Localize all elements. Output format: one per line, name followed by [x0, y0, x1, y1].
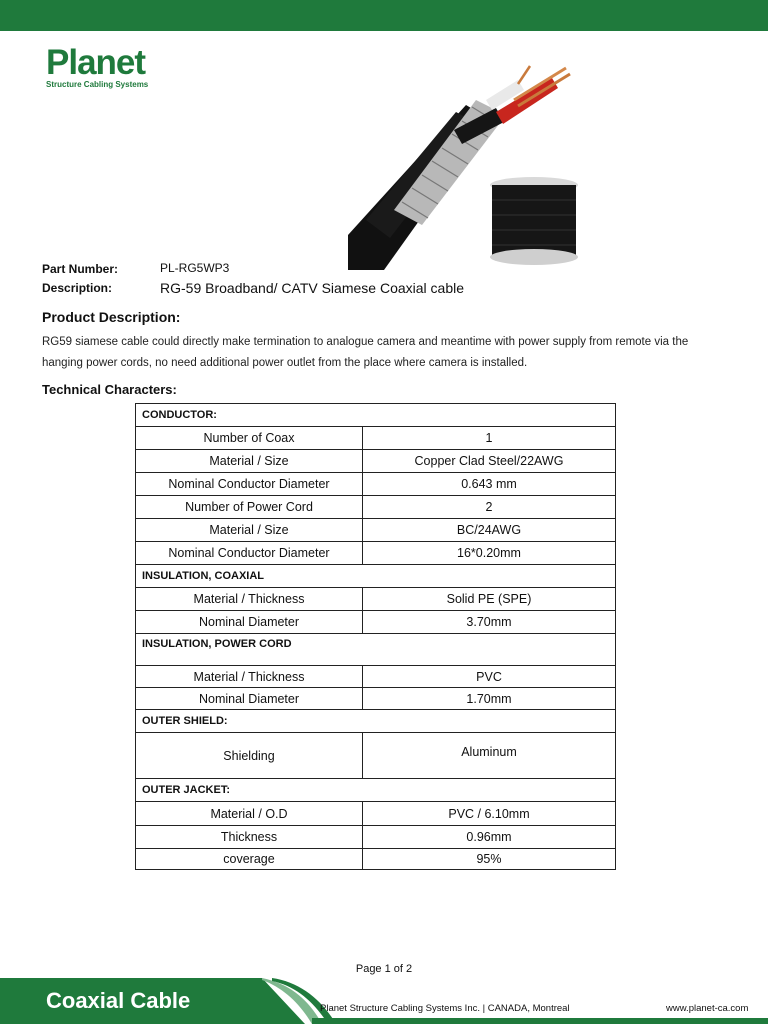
page-number: Page 1 of 2 — [355, 963, 413, 975]
footer-title: Coaxial Cable — [46, 988, 191, 1013]
spec-value: 2 — [363, 496, 616, 519]
spec-value: Solid PE (SPE) — [363, 588, 616, 611]
section-title: CONDUCTOR: — [136, 404, 616, 427]
spec-value: 1.70mm — [363, 688, 616, 710]
footer-url[interactable]: www.planet-ca.com — [666, 1003, 749, 1014]
spec-label: Nominal Diameter — [136, 688, 363, 710]
description-value: RG-59 Broadband/ CATV Siamese Coaxial cable — [160, 280, 465, 296]
section-title: OUTER SHIELD: — [136, 710, 616, 733]
spec-value: 0.96mm — [363, 826, 616, 849]
section-title: INSULATION, POWER CORD — [136, 634, 616, 666]
spec-value: 3.70mm — [363, 611, 616, 634]
part-number-label: Part Number: — [42, 262, 119, 276]
spec-value: 16*0.20mm — [363, 542, 616, 565]
logo-wordmark: Planet — [46, 43, 146, 82]
spec-value: 1 — [363, 427, 616, 450]
spec-label: Thickness — [136, 826, 363, 849]
spec-value: BC/24AWG — [363, 519, 616, 542]
planet-logo — [46, 43, 176, 92]
product-description-text: RG59 siamese cable could directly make termination to analogue camera and meantime with power supply from remote via the hanging power cords, no need additional power outlet from the place where camera is installed. — [42, 336, 689, 369]
cable-product-image — [346, 60, 590, 270]
spec-label: Nominal Conductor Diameter — [136, 542, 363, 565]
spec-label: Number of Coax — [136, 427, 363, 450]
spec-value: Copper Clad Steel/22AWG — [363, 450, 616, 473]
technical-characters-heading: Technical Characters: — [42, 382, 177, 397]
spec-value: PVC — [363, 666, 616, 688]
footer-company: Planet Structure Cabling Systems Inc. | CANADA, Montreal — [320, 1003, 570, 1014]
spec-value: Aluminum — [363, 733, 616, 779]
top-banner — [0, 0, 768, 31]
spec-label: Number of Power Cord — [136, 496, 363, 519]
logo-tagline: Structure Cabling Systems — [46, 80, 149, 89]
spec-label: Material / Size — [136, 450, 363, 473]
spec-value: 0.643 mm — [363, 473, 616, 496]
spec-label: Nominal Diameter — [136, 611, 363, 634]
spec-label: Nominal Conductor Diameter — [136, 473, 363, 496]
section-title: OUTER JACKET: — [136, 779, 616, 802]
spec-label: Material / Thickness — [136, 588, 363, 611]
spec-value: PVC / 6.10mm — [363, 802, 616, 826]
description-label: Description: — [42, 281, 113, 295]
product-description-heading: Product Description: — [42, 309, 181, 325]
spec-label: Shielding — [136, 733, 363, 779]
spec-label: coverage — [136, 849, 363, 870]
spec-value: 95% — [363, 849, 616, 870]
part-number-value: PL-RG5WP3 — [160, 261, 230, 275]
spec-label: Material / Size — [136, 519, 363, 542]
spec-table — [135, 403, 616, 870]
spec-label: Material / O.D — [136, 802, 363, 826]
section-title: INSULATION, COAXIAL — [136, 565, 616, 588]
spec-label: Material / Thickness — [136, 666, 363, 688]
